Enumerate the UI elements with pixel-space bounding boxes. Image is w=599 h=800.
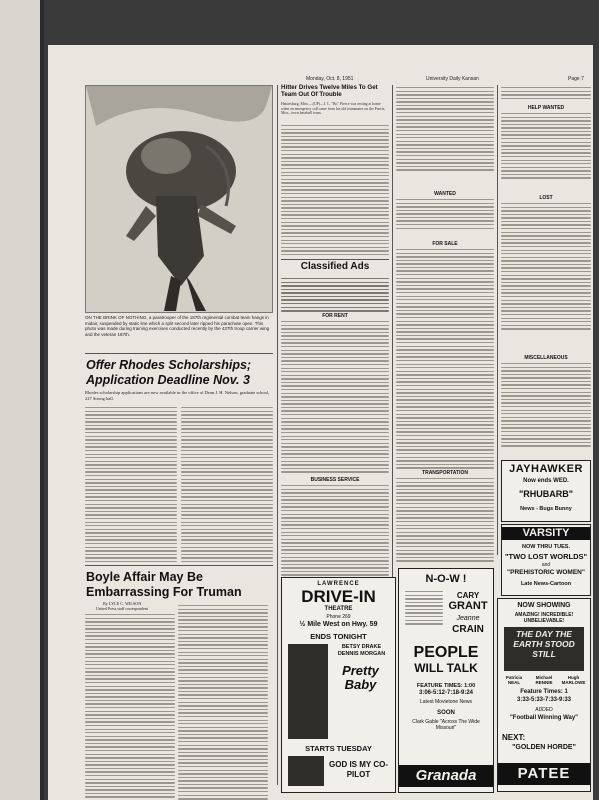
- bank-notice: [501, 87, 591, 101]
- masthead-paper: University Daily Kansan: [426, 76, 479, 82]
- patee-added: ADDED: [535, 707, 553, 713]
- masthead-date: Monday, Oct. 8, 1951: [306, 76, 354, 82]
- granada-logo: Granada: [399, 765, 493, 787]
- hitter-headline: Hitter Drives Twelve Miles To Get Team Out Of Trouble: [281, 84, 378, 99]
- section-for-rent: FOR RENT: [322, 313, 348, 319]
- masthead-page: Page 7: [568, 76, 584, 82]
- patee-times: 3:33-5:33-7:33-9:33: [516, 697, 572, 703]
- granada-star-1-first: CARY: [456, 591, 480, 600]
- photo-caption: ON THE BRINK OF NOTHING, a paratrooper of the 187th regimental combat team hangs in midair, suspended by static line which a split second later ripped his parachute open. This photo was made during training exercises conducted recently by the 437th troop carrier wing and the veteran 187th.: [85, 315, 270, 337]
- patee-star-1: Patricia NEAL: [505, 675, 523, 685]
- rhodes-body-col-1: [85, 407, 177, 564]
- patee-next-label: NEXT:: [502, 733, 526, 742]
- drivein-ends: ENDS TONIGHT: [310, 632, 367, 641]
- hitter-body: [281, 125, 389, 257]
- varsity-ad: [501, 524, 591, 596]
- lost-listings: [501, 203, 591, 332]
- section-wanted: WANTED: [434, 191, 456, 197]
- rhodes-body-col-2: [181, 407, 273, 564]
- transportation-listings: [396, 478, 494, 564]
- granada-times-label: FEATURE TIMES: 1:00: [416, 683, 476, 689]
- varsity-film-2: "PREHISTORIC WOMEN": [507, 569, 585, 576]
- granada-now: N-O-W !: [425, 573, 467, 585]
- boyle-headline-2: Embarrassing For Truman: [86, 585, 242, 599]
- drivein-title: DRIVE-IN: [301, 587, 376, 606]
- drive-in-ad: [281, 577, 396, 793]
- granada-coming: Clark Gable "Across The Wide Missouri": [412, 719, 480, 731]
- paratrooper-photo: [85, 85, 273, 313]
- section-misc: MISCELLANEOUS: [524, 355, 568, 361]
- drivein-phone: Phone 269: [326, 614, 351, 620]
- boyle-headline-1: Boyle Affair May Be: [86, 570, 203, 584]
- granada-soon: SOON: [437, 710, 455, 716]
- drivein-city: LAWRENCE: [317, 581, 360, 587]
- newspaper-page: [48, 45, 593, 800]
- varsity-extras: Late News-Cartoon: [520, 581, 572, 587]
- varsity-dates: NOW THRU TUES.: [522, 544, 570, 550]
- section-business: BUSINESS SERVICE: [310, 477, 360, 483]
- granada-star-2-first: Jeanne: [456, 615, 480, 622]
- granada-ad: [398, 568, 494, 793]
- boyle-body-col-2: [178, 605, 268, 800]
- jayhawker-film: "RHUBARB": [518, 489, 574, 499]
- section-lost: LOST: [539, 195, 553, 201]
- granada-star-1-last: GRANT: [448, 600, 488, 612]
- rhodes-headline-1: Offer Rhodes Scholarships;: [86, 358, 252, 372]
- patee-tagline: AMAZING! INCREDIBLE! UNBELIEVABLE!: [514, 612, 574, 624]
- jayhawker-extras: News - Bugs Bunny: [520, 506, 572, 512]
- patee-now-showing: NOW SHOWING: [517, 602, 571, 609]
- boyle-body-col-1: [85, 614, 175, 800]
- adjacent-page-strip: [0, 0, 44, 800]
- granada-film-2: WILL TALK: [414, 661, 478, 675]
- drivein-next-film: GOD IS MY CO-PILOT: [329, 760, 388, 779]
- patee-times-label: Feature Times: 1: [520, 689, 568, 695]
- hitter-lede: Hattiesburg, Miss.—(UP)—J. L. "Bo" Pierce was resting at home when an emergency call came from his old teammates on the Purvis, Miss., town baseball team.: [281, 102, 386, 116]
- drivein-next-art: [288, 756, 324, 786]
- for-rent-listings: [281, 321, 389, 475]
- help-wanted-listings: [501, 113, 591, 181]
- section-for-sale: FOR SALE: [432, 241, 458, 247]
- wanted-listings: [396, 199, 494, 231]
- patee-next-film: "GOLDEN HORDE": [512, 744, 576, 751]
- varsity-and: and: [541, 562, 551, 568]
- section-help-wanted: HELP WANTED: [527, 105, 565, 111]
- granada-film-1: PEOPLE: [413, 644, 479, 661]
- drivein-star-1: BETSY DRAKE: [341, 644, 382, 650]
- jayhawker-title: JAYHAWKER: [509, 463, 583, 475]
- patee-ad: [497, 598, 591, 792]
- varsity-title: VARSITY: [502, 527, 590, 540]
- section-transportation: TRANSPORTATION: [422, 470, 468, 476]
- drivein-location: ½ Mile West on Hwy. 59: [299, 621, 378, 628]
- boyle-byline-2: United Press staff correspondent: [96, 606, 149, 611]
- rhodes-headline-2: Application Deadline Nov. 3: [86, 373, 250, 387]
- jayhawker-dates: Now ends WED.: [523, 478, 569, 484]
- patee-logo: PATEE: [498, 763, 590, 785]
- patee-short: "Football Winning Way": [509, 715, 579, 721]
- patee-star-2: Michael RENNIE: [535, 675, 553, 685]
- jayhawker-ad: [501, 460, 591, 522]
- for-sale-listings: [396, 249, 494, 471]
- patee-film: THE DAY THE EARTH STOOD STILL: [513, 629, 575, 659]
- drivein-starts: STARTS TUESDAY: [305, 744, 372, 753]
- drivein-theatre: THEATRE: [324, 606, 353, 612]
- classified-rates: [281, 278, 389, 314]
- drivein-star-2: DENNIS MORGAN: [337, 651, 386, 657]
- granada-news: Latest Movietone News: [420, 699, 472, 705]
- drivein-portrait-art: [288, 644, 328, 739]
- drivein-film: Pretty Baby: [342, 663, 379, 692]
- granada-blurb: [405, 591, 443, 627]
- misc-listings: [501, 363, 591, 449]
- boyle-byline: By LYLE C. WILSON: [103, 601, 142, 606]
- patee-star-3: Hugh MARLOWE: [561, 675, 586, 685]
- granada-star-2-last: CRAIN: [452, 624, 484, 635]
- typing-listings: [396, 87, 494, 173]
- varsity-film-1: "TWO LOST WORLDS": [504, 552, 588, 561]
- classified-ads-title: Classified Ads: [300, 261, 370, 272]
- granada-times: 3:06-5:12-7:18-9:24: [418, 690, 474, 696]
- rhodes-lede: Rhodes scholarship applications are now available in the office of Dean J. H. Nelson, graduate school, 227 Strong hall.: [85, 390, 270, 401]
